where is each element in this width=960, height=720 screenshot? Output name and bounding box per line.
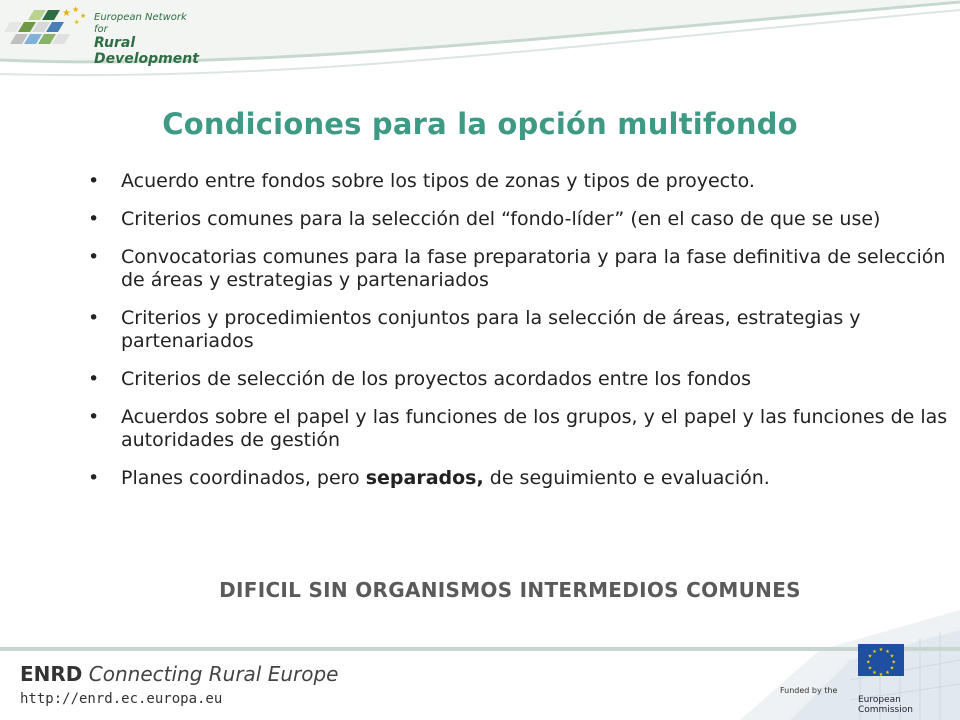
bullet-text: Criterios de selección de los proyectos acordados entre los fondos [121,368,752,390]
bullet-icon: • [88,307,100,329]
svg-text:★: ★ [878,647,884,653]
bullet-icon: • [88,208,100,230]
footer-rule [0,647,960,651]
footer-brand-bold: ENRD [20,662,83,686]
svg-text:★: ★ [891,659,896,666]
bullet-item [88,246,948,292]
enrd-logo [4,2,199,68]
svg-text:★: ★ [72,5,80,14]
svg-text:★: ★ [872,648,877,655]
svg-text:★: ★ [872,670,877,676]
commission-building-art [700,610,960,720]
svg-text:★: ★ [62,8,71,19]
svg-text:★: ★ [889,665,895,672]
bullet-item [88,406,948,452]
svg-text:★: ★ [878,672,884,676]
svg-text:★: ★ [74,19,80,26]
bullet-list [88,170,948,505]
bullet-text: Convocatorias comunes para la fase preparatoria y para la fase definitiva de selección de áreas y estrategias y partenariados [121,246,946,291]
svg-text:★: ★ [867,653,873,660]
bullet-icon: • [88,246,100,268]
bullet-icon: • [88,170,100,192]
svg-text:★: ★ [80,12,87,20]
footer-brand [20,662,338,686]
bullet-text: Criterios comunes para la selección del “fondo-líder” (en el caso de que se use) [121,208,881,230]
conclusion-text: DIFICIL SIN ORGANISMOS INTERMEDIOS COMUNES [219,578,801,602]
slide-title: Condiciones para la opción multifondo [162,107,798,141]
eu-flag-icon [858,644,904,676]
bullet-text: Acuerdos sobre el papel y las funciones de los grupos, y el papel y las funciones de las autoridades de gestión [121,406,948,451]
logo-line1: European Network for [94,12,187,35]
bullet-icon: • [88,368,100,390]
bullet-text: Acuerdo entre fondos sobre los tipos de zonas y tipos de proyecto. [121,170,755,192]
svg-text:★: ★ [885,648,890,655]
ec-line1: European [858,695,901,705]
bullet-item [88,307,948,353]
footer-url: http://enrd.ec.europa.eu [20,691,223,707]
bullet-text-before: Planes coordinados, pero [121,467,366,489]
european-commission-label [858,695,913,715]
bullet-item [88,208,948,231]
bullet-icon: • [88,467,100,489]
bullet-text-bold: separados, [365,467,484,489]
bullet-text: Criterios y procedimientos conjuntos para la selección de áreas, estrategias y partenariados [121,307,861,352]
bullet-icon: • [88,406,100,428]
svg-text:★: ★ [889,653,895,660]
svg-text:★: ★ [885,670,890,676]
bullet-text-after: de seguimiento e evaluación. [483,467,770,489]
svg-text:★: ★ [866,659,871,666]
bullet-item [88,467,948,490]
funded-by-label: Funded by the [780,686,838,695]
logo-line2: Rural Development [94,35,199,68]
bullet-item [88,170,948,193]
enrd-logo-icon [4,2,94,58]
svg-text:★: ★ [867,665,873,672]
footer-brand-italic: Connecting Rural Europe [88,662,339,686]
bullet-item [88,368,948,391]
ec-line2: Commission [858,705,913,715]
